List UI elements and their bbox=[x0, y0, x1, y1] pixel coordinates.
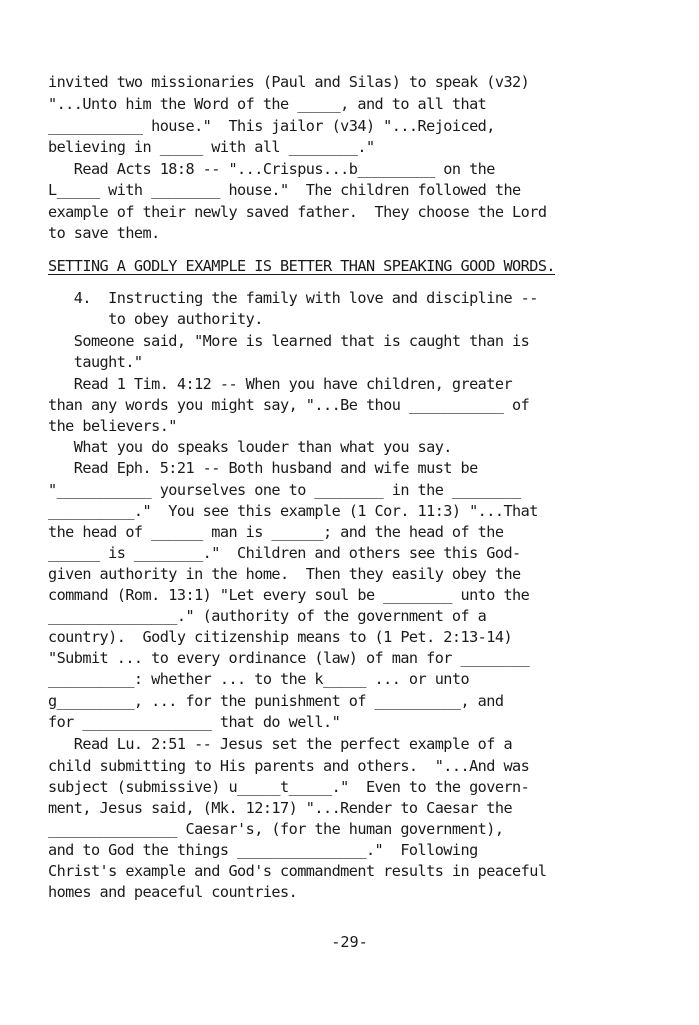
page-number: -29- bbox=[331, 933, 368, 951]
point-heading-continued: to obey authority. bbox=[48, 310, 263, 328]
text-line: to save them. bbox=[48, 224, 160, 242]
text-line: _______________." (authority of the government of a bbox=[48, 607, 487, 625]
text-line: subject (submissive) u_____t_____." Even to the govern- bbox=[48, 778, 530, 796]
text-line: the believers." bbox=[48, 417, 177, 435]
text-line: __________." You see this example (1 Cor. 11:3) "...That bbox=[48, 502, 538, 520]
text-line: child submitting to His parents and others. "...And was bbox=[48, 757, 530, 775]
text-line: Read Acts 18:8 -- "...Crispus...b_________ on the bbox=[48, 160, 495, 178]
emphasis-line: What you do speaks louder than what you say. bbox=[48, 438, 452, 456]
text-line: believing in _____ with all ________." bbox=[48, 138, 375, 156]
text-line: _______________ Caesar's, (for the human government), bbox=[48, 820, 504, 838]
text-line: and to God the things _______________." Following bbox=[48, 841, 478, 859]
text-line: __________: whether ... to the k_____ ... or unto bbox=[48, 670, 470, 688]
text-line: "...Unto him the Word of the _____, and to all that bbox=[48, 95, 487, 113]
text-line: given authority in the home. Then they easily obey the bbox=[48, 565, 521, 583]
section-heading: SETTING A GODLY EXAMPLE IS BETTER THAN SPEAKING GOOD WORDS. bbox=[48, 257, 556, 275]
text-line: ment, Jesus said, (Mk. 12:17) "...Render to Caesar the bbox=[48, 799, 513, 817]
text-line: Christ's example and God's commandment results in peaceful bbox=[48, 862, 547, 880]
text-line: L_____ with ________ house." The children followed the bbox=[48, 181, 521, 199]
text-line: "___________ yourselves one to ________ in the ________ bbox=[48, 481, 521, 499]
quote-line: taught." bbox=[48, 353, 143, 371]
text-line: g_________, ... for the punishment of __________, and bbox=[48, 692, 504, 710]
text-line: Read 1 Tim. 4:12 -- When you have children, greater bbox=[48, 375, 513, 393]
quote-line: Someone said, "More is learned that is caught than is bbox=[48, 332, 530, 350]
text-line: for _______________ that do well." bbox=[48, 713, 341, 731]
text-line: Read Lu. 2:51 -- Jesus set the perfect example of a bbox=[48, 735, 513, 753]
point-heading: 4. Instructing the family with love and discipline -- bbox=[48, 289, 538, 307]
text-line: Read Eph. 5:21 -- Both husband and wife must be bbox=[48, 459, 478, 477]
text-line: invited two missionaries (Paul and Silas) to speak (v32) bbox=[48, 73, 530, 91]
text-line: ______ is ________." Children and others see this God- bbox=[48, 544, 521, 562]
text-line: than any words you might say, "...Be thou ___________ of bbox=[48, 396, 530, 414]
text-line: ___________ house." This jailor (v34) "...Rejoiced, bbox=[48, 117, 495, 135]
text-line: command (Rom. 13:1) "Let every soul be ________ unto the bbox=[48, 586, 530, 604]
text-line: country). Godly citizenship means to (1 Pet. 2:13-14) bbox=[48, 628, 513, 646]
text-line: example of their newly saved father. They choose the Lord bbox=[48, 203, 547, 221]
text-line: the head of ______ man is ______; and the head of the bbox=[48, 523, 504, 541]
text-line: homes and peaceful countries. bbox=[48, 883, 298, 901]
text-line: "Submit ... to every ordinance (law) of man for ________ bbox=[48, 649, 530, 667]
